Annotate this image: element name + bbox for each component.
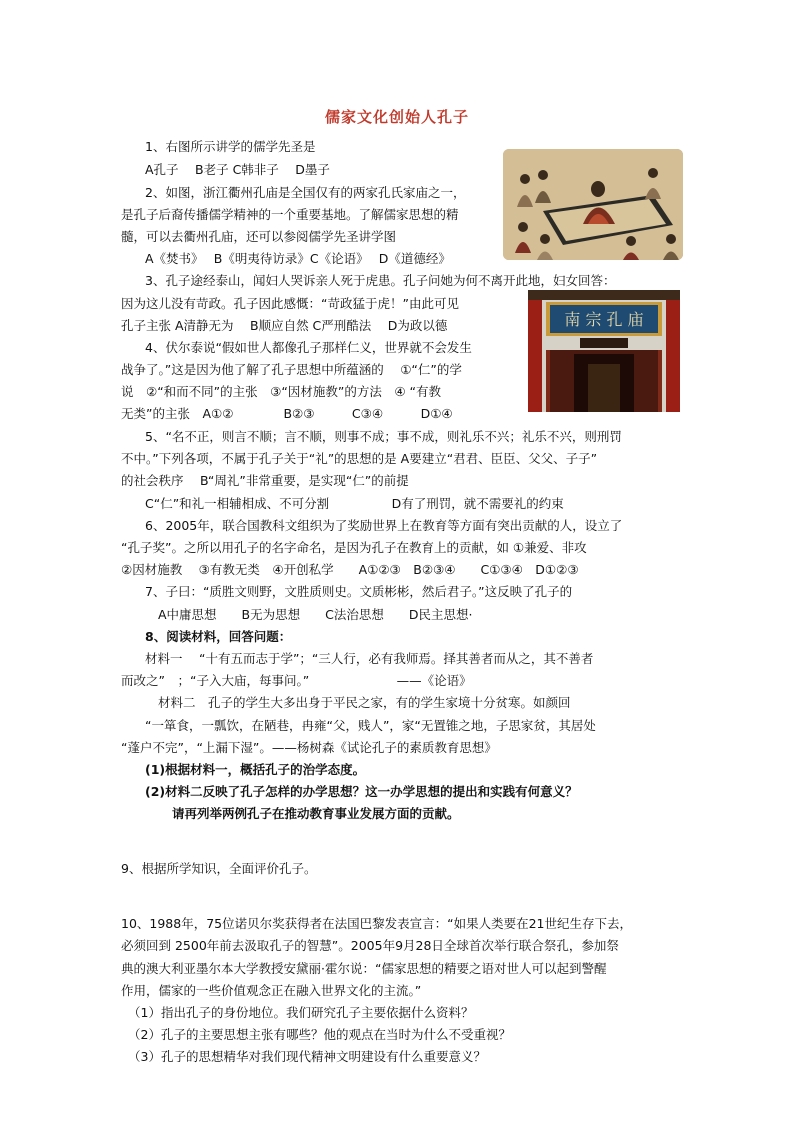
q8-part2: (2)材料二反映了孔子怎样的办学思想？这一办学思想的提出和实践有何意义？ [145,784,578,799]
confucius-lecture-painting [503,149,683,260]
q6-line-2: “孔子奖”。之所以用孔子的名字命名，是因为孔子在教育上的贡献，如 ①兼爱、非攻 [121,540,587,555]
q1-stem: 1、右图所示讲学的儒学先圣是 [145,139,316,154]
q10-sub-2: （2）孔子的主要思想主张有哪些？他的观点在当时为什么不受重视？ [128,1027,511,1042]
q4-line-4: 无类”的主张 A①② B②③ C③④ D①④ [121,406,453,421]
q2-options: A《焚书》 B《明夷待访录》C《论语》 D《道德经》 [145,251,451,266]
q5-line-4: C“仁”和礼一相辅相成、不可分割 D有了刑罚，就不需要礼的约束 [145,496,564,511]
q4-line-3: 说 ②“和而不同”的主张 ③“因材施教”的方法 ④ “有教 [121,384,441,399]
q10-line-3: 典的澳大利亚墨尔本大学教授安黛丽·霍尔说：“儒家思想的精要之语对世人可以起到警醒 [121,961,607,976]
q9-stem: 9、根据所学知识，全面评价孔子。 [121,861,317,876]
q8-material2-b: “一箪食，一瓢饮，在陋巷，冉雍“父，贱人”，家“无置锥之地，子思家贫，其居处 [145,718,596,733]
q10-sub-1: （1）指出孔子的身份地位。我们研究孔子主要依据什么资料？ [128,1005,474,1020]
q2-line-2: 是孔子后裔传播儒学精神的一个重要基地。了解儒家思想的精 [121,207,459,222]
q10-sub-3: （3）孔子的思想精华对我们现代精神文明建设有什么重要意义？ [128,1049,486,1064]
q5-line-3: 的社会秩序 B“周礼”非常重要，是实现“仁”的前提 [121,473,409,488]
q4-line-2: 战争了。”这是因为他了解了孔子思想中所蕴涵的 ①“仁”的学 [121,362,462,377]
q5-line-2: 不中。”下列各项，不属于孔子关于“礼”的思想的是 A要建立“君君、臣臣、父父、子子” [121,451,598,466]
q6-line-1: 6、2005年，联合国教科文组织为了奖励世界上在教育等方面有突出贡献的人，设立了 [145,518,623,533]
q3-line-3: 孔子主张 A清静无为 B顺应自然 C严刑酷法 D为政以德 [121,318,448,333]
svg-text:南 宗 孔 庙: 南 宗 孔 庙 [564,310,644,329]
q8-material2-c: “蓬户不完”，“上漏下湿”。——杨树森《试论孔子的素质教育思想》 [121,740,497,755]
q10-line-2: 必须回到 2500年前去汲取孔子的智慧”。2005年9月28日全球首次举行联合祭孔，参加祭 [121,938,619,953]
q10-line-4: 作用，儒家的一些价值观念正在融入世界文化的主流。” [121,983,422,998]
page-title: 儒家文化创始人孔子 [324,108,469,126]
q10-line-1: 10、1988年，75位诺贝尔奖获得者在法国巴黎发表宣言：“如果人类要在21世纪生存下去， [121,916,633,931]
quzhou-temple-photo [528,290,680,412]
q8-material2-a: 材料二 孔子的学生大多出身于平民之家，有的学生家境十分贫寒。如颜回 [158,695,571,710]
q8-material1-a: 材料一 “十有五而志于学”；“三人行，必有我师焉。择其善者而从之，其不善者 [145,651,594,666]
q3-line-1: 3、孔子途经泰山，闻妇人哭诉亲人死于虎患。孔子问她为何不离开此地，妇女回答： [145,273,616,288]
q5-line-1: 5、“名不正，则言不顺；言不顺，则事不成；事不成，则礼乐不兴；礼乐不兴，则刑罚 [145,429,622,444]
q8-part1: (1)根据材料一，概括孔子的治学态度。 [145,762,366,777]
q1-options: A孔子 B老子 C韩非子 D墨子 [145,162,330,177]
q8-heading: 8、阅读材料，回答问题： [145,629,292,644]
q4-line-1: 4、伏尔泰说“假如世人都像孔子那样仁义，世界就不会发生 [145,340,472,355]
q7-line-1: 7、子曰：“质胜文则野，文胜质则史。文质彬彬，然后君子。”这反映了孔子的 [145,584,573,599]
q8-material1-b: 而改之” ；“子入大庙，每事问。” ——《论语》 [121,673,472,688]
q6-line-3: ②因材施教 ③有教无类 ④开创私学 A①②③ B②③④ C①③④ D①②③ [121,562,579,577]
q2-line-3: 髓，可以去衢州孔庙，还可以参阅儒学先圣讲学图 [121,229,397,244]
q8-part3: 请再列举两例孔子在推动教育事业发展方面的贡献。 [172,806,460,821]
q7-options: A中庸思想 B无为思想 C法治思想 D民主思想· [158,607,473,622]
q3-line-2: 因为这儿没有苛政。孔子因此感慨：“苛政猛于虎！”由此可见 [121,296,459,311]
q2-line-1: 2、如图，浙江衢州孔庙是全国仅有的两家孔氏家庙之一， [145,185,466,200]
